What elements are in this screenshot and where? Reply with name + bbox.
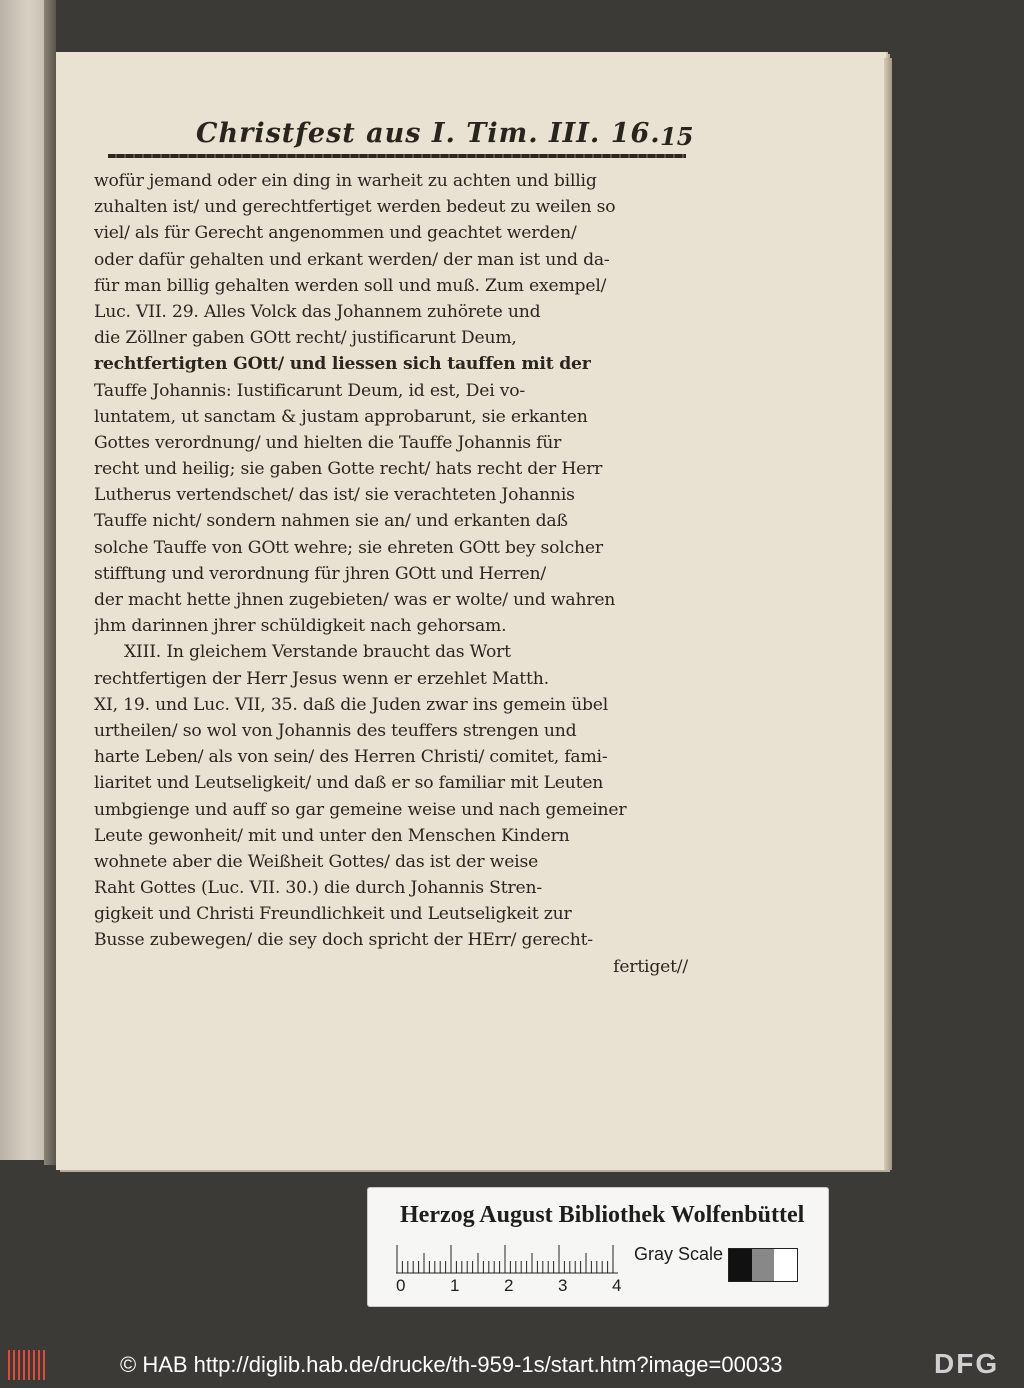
library-name: Herzog August Bibliothek Wolfenbüttel xyxy=(400,1202,805,1228)
scale-number: 4 xyxy=(612,1276,622,1295)
text-line: wofür jemand oder ein ding in warheit zu achten und billig xyxy=(94,171,597,191)
scale-number: 0 xyxy=(396,1276,406,1295)
text-line: Busse zubewegen/ die sey doch spricht der HErr/ gerecht- xyxy=(94,930,593,951)
barcode-icon xyxy=(8,1350,48,1380)
text-line: oder dafür gehalten und erkant werden/ der man ist und da- xyxy=(94,249,610,270)
text-line: umbgienge und auff so gar gemeine weise und nach gemeiner xyxy=(94,799,627,820)
scale-number: 2 xyxy=(504,1276,514,1295)
text-line: XI, 19. und Luc. VII, 35. daß die Juden zwar ins gemein übel xyxy=(94,694,609,715)
text-line: harte Leben/ als von sein/ des Herren Christi/ comitet, fami- xyxy=(94,747,608,768)
text-line: gigkeit und Christi Freundlichkeit und Leutseligkeit zur xyxy=(94,904,572,925)
catchword: fertiget// xyxy=(613,956,688,977)
text-line: der macht hette jhnen zugebieten/ was er wolte/ und wahren xyxy=(94,590,616,610)
gray-patch-dark xyxy=(729,1249,752,1281)
text-line: zuhalten ist/ und gerechtfertiget werden bedeut zu weilen so xyxy=(94,197,616,218)
running-head: Christfest aus I. Tim. III. 16. xyxy=(196,118,661,149)
copyright-url[interactable]: © HAB http://diglib.hab.de/drucke/th-959-1s/start.htm?image=00033 xyxy=(120,1352,783,1377)
page-edge xyxy=(884,58,892,1170)
text-line: rechtfertigen der Herr Jesus wenn er erzehlet Matth. xyxy=(94,668,549,689)
text-line: die Zöllner gaben GOtt recht/ justificarunt Deum, xyxy=(94,328,517,349)
page-number: 15 xyxy=(660,122,694,151)
gray-patch-light xyxy=(774,1249,797,1281)
scale-ruler xyxy=(396,1244,618,1274)
text-line: rechtfertigten GOtt/ und liessen sich tauffen mit der xyxy=(94,354,591,375)
text-line: jhm darinnen jhrer schüldigkeit nach gehorsam. xyxy=(94,616,507,637)
head-rule xyxy=(108,154,686,158)
text-line: recht und heilig; sie gaben Gotte recht/ hats recht der Herr xyxy=(94,459,603,480)
text-line: Luc. VII. 29. Alles Volck das Johannem zuhörete und xyxy=(94,301,541,322)
text-line: solche Tauffe von GOtt wehre; sie ehreten GOtt bey solcher xyxy=(94,537,603,558)
text-line: Raht Gottes (Luc. VII. 30.) die durch Johannis Stren- xyxy=(94,878,542,899)
scale-number: 3 xyxy=(558,1276,568,1295)
text-line: liaritet und Leutseligkeit/ und daß er so familiar mit Leuten xyxy=(94,773,604,794)
text-line: stifftung und verordnung für jhren GOtt und Herren/ xyxy=(94,563,546,584)
text-line: viel/ als für Gerecht angenommen und geachtet werden/ xyxy=(94,223,577,244)
text-line: wohnete aber die Weißheit Gottes/ das ist der weise xyxy=(94,851,539,872)
gray-scale-label: Gray Scale xyxy=(634,1244,724,1264)
text-line: Leute gewonheit/ mit und unter den Menschen Kindern xyxy=(94,825,570,846)
gray-scale-swatch xyxy=(728,1248,798,1282)
text-line: Gottes verordnung/ und hielten die Tauffe Johannis für xyxy=(94,432,562,453)
dfg-logo: DFG xyxy=(934,1348,1000,1379)
text-line: Lutherus vertendschet/ das ist/ sie verachteten Johannis xyxy=(94,485,575,506)
text-line: XIII. In gleichem Verstande braucht das Wort xyxy=(124,642,511,663)
book-gutter xyxy=(44,0,56,1165)
body-text xyxy=(94,168,688,980)
text-line: Tauffe Johannis: Iustificarunt Deum, id est, Dei vo- xyxy=(94,380,526,401)
scale-number: 1 xyxy=(450,1276,460,1295)
text-line: luntatem, ut sanctam & justam approbarunt, sie erkanten xyxy=(94,406,588,427)
text-line: urtheilen/ so wol von Johannis des teuffers strengen und xyxy=(94,720,577,741)
text-line: Tauffe nicht/ sondern nahmen sie an/ und erkanten daß xyxy=(94,511,568,532)
text-line: für man billig gehalten werden soll und muß. Zum exempel/ xyxy=(94,275,607,296)
gray-patch-mid xyxy=(752,1249,775,1281)
